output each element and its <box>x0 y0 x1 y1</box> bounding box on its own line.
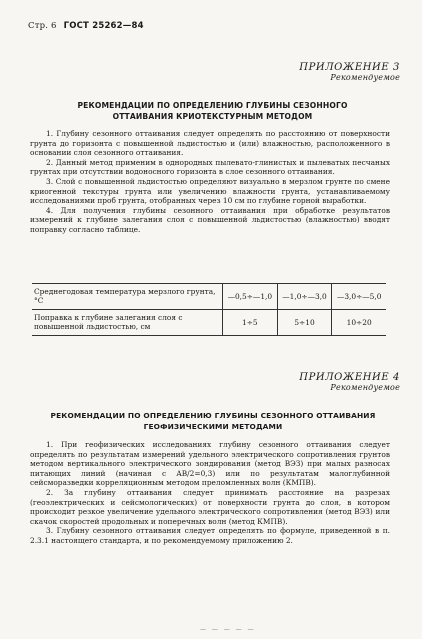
section-1-title <box>30 100 395 122</box>
section-1-title-line-2: ОТТАИВАНИЯ КРИОТЕКСТУРНЫМ МЕТОДОМ <box>112 112 313 121</box>
section-2-title-line-2: ГЕОФИЗИЧЕСКИМИ МЕТОДАМИ <box>143 422 283 431</box>
paragraph: 1. При геофизических исследованиях глубину сезонного оттаивания следует определять по результатам измерений удельного электрического сопротивления грунтов методом вертикального электрического зондирования (метод ВЭЗ) при малых разносах питающих линий (начиная с AB/2=0,3) или по результатам малоглубинной сейсморазведки корреляционным методом преломленных волн (КМПВ). <box>30 440 390 488</box>
correction-table <box>32 283 386 336</box>
page-footer-mark: — — — — — <box>200 626 256 633</box>
section-2-title-line-1: РЕКОМЕНДАЦИИ ПО ОПРЕДЕЛЕНИЮ ГЛУБИНЫ СЕЗОННОГО ОТТАИВАНИЯ <box>50 411 376 420</box>
table-row <box>32 284 386 310</box>
table-cell: 5÷10 <box>277 309 332 335</box>
table-cell: 1÷5 <box>223 309 278 335</box>
appendix-3-heading <box>299 62 400 82</box>
page-number: Стр. 6 <box>28 21 57 31</box>
appendix-4-label: ПРИЛОЖЕНИЕ 4 <box>299 372 400 383</box>
table-cell-label: Среднегодовая температура мерзлого грунта, °С <box>32 284 223 310</box>
paragraph: 4. Для получения глубины сезонного оттаивания при обработке результатов измерений к глубине залегания слоя с повышенной льдистостью (влажностью) вводят поправку согласно таблице. <box>30 205 390 234</box>
paragraph: 2. Данный метод применим в однородных пылевато-глинистых и пылеватых песчаных грунтах при отсутствии водоносного горизонта в слое сезонного оттаивания. <box>30 157 390 177</box>
standard-code: ГОСТ 25262—84 <box>63 21 144 31</box>
section-1-body <box>30 129 390 235</box>
paragraph: 1. Глубину сезонного оттаивания следует определять по расстоянию от поверхности грунта до горизонта с повышенной льдистостью и (или) влажностью, расположенного в основании слоя сезонного оттаивания. <box>30 129 390 158</box>
table-cell-label: Поправка к глубине залегания слоя с повышенной льдистостью, см <box>32 309 223 335</box>
section-2-title <box>24 410 402 432</box>
table-cell: —1,0÷—3,0 <box>277 284 332 310</box>
section-2-body <box>30 440 390 546</box>
table-cell: —3,0÷—5,0 <box>332 284 386 310</box>
appendix-4-heading <box>299 372 400 392</box>
appendix-4-status: Рекомендуемое <box>330 383 400 392</box>
table-row <box>32 309 386 335</box>
paragraph: 3. Глубину сезонного оттаивания следует определять по формуле, приведенной в п. 2.3.1 настоящего стандарта, и по рекомендуемому приложению 2. <box>30 526 390 545</box>
appendix-3-status: Рекомендуемое <box>330 73 400 82</box>
table-cell: 10÷20 <box>332 309 386 335</box>
paragraph: 3. Слой с повышенной льдистостью определяют визуально в мерзлом грунте по смене криогенной текстуры грунта или увеличению влажности грунта, устанавливаемому исследованиями проб грунта, отобранных через 10 см по глубине горной выработки. <box>30 176 390 206</box>
appendix-3-label: ПРИЛОЖЕНИЕ 3 <box>299 62 400 73</box>
table-cell: —0,5÷—1,0 <box>223 284 278 310</box>
paragraph: 2. За глубину оттаивания следует принимать расстояние на разрезах (геоэлектрических и сейсмологических) от поверхности грунта до слоя, в котором происходит резкое увеличение удельного электрического сопротивления (метод ВЭЗ) или скачок скоростей продольных и поперечных волн (метод КМПВ). <box>30 487 390 526</box>
section-1-title-line-1: РЕКОМЕНДАЦИИ ПО ОПРЕДЕЛЕНИЮ ГЛУБИНЫ СЕЗОННОГО <box>77 101 348 110</box>
page-header <box>28 21 144 31</box>
